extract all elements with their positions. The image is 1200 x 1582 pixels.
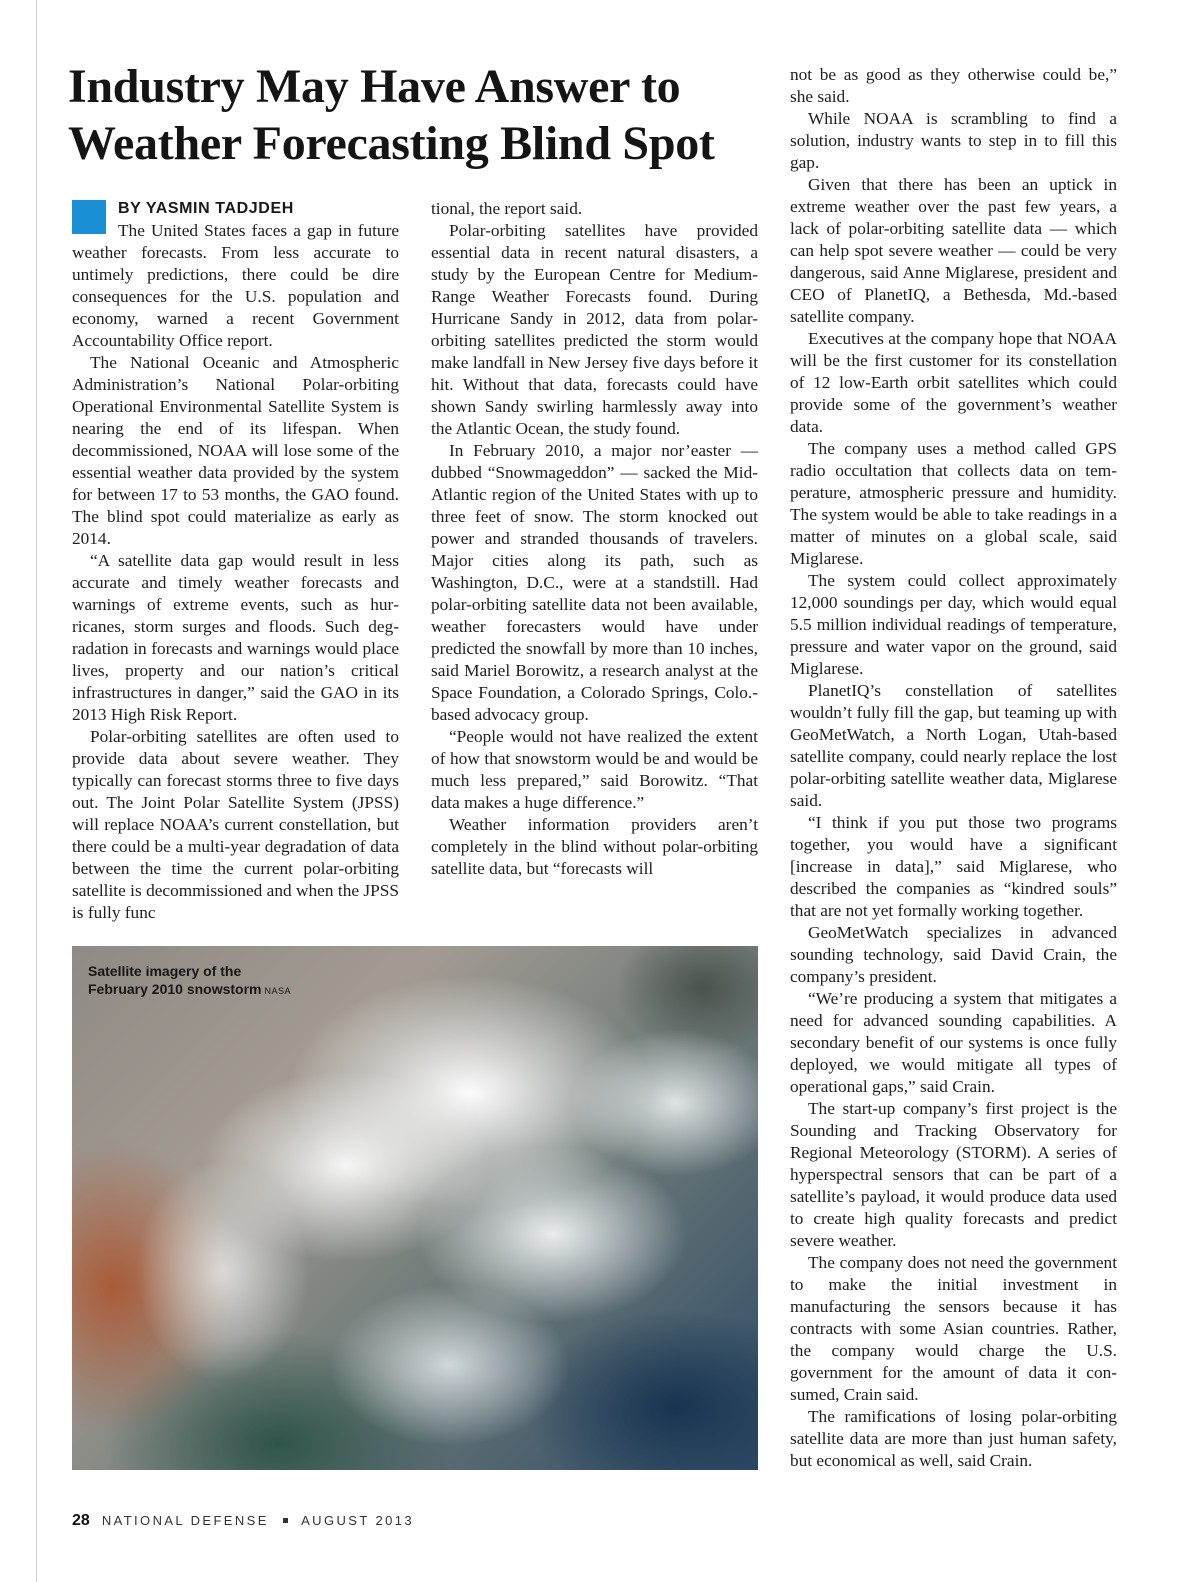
issue-date: AUGUST 2013 (301, 1513, 414, 1528)
paragraph: GeoMetWatch specializes in advanced sounding technology, said David Crain, the company’s president. (790, 923, 1117, 986)
paragraph: “We’re producing a system that mitigates a need for advanced sounding capabilities. A secondary benefit of our systems is once fully deployed, we would mitigate all types of operational gaps,” said Crain. (790, 989, 1117, 1096)
paragraph: “People would not have realized the extent of how that snowstorm would be and would be much less prepared,” said Borowitz. “That data makes a huge difference.” (431, 727, 758, 812)
paragraph: The ramifications of losing polar-orbiting satellite data are more than just human safety, but economical as well, said Crain. (790, 1407, 1117, 1470)
caption-line-2: February 2010 snowstorm (88, 981, 262, 997)
paragraph: The start-up company’s first project is the Sounding and Tracking Observatory for Regional Meteorology (STORM). A series of hyperspectral sensors that can be part of a satellite’s payload, it would produce data used to create high quality forecasts and predict severe weather. (790, 1099, 1117, 1250)
paragraph: “I think if you put those two programs together, you would have a significant [increase in data],” said Miglarese, who described the companies as “kindred souls” that are not yet formally working together. (790, 813, 1117, 920)
page-footer (72, 1512, 414, 1530)
paragraph: Weather information providers aren’t completely in the blind without polar-orbiting satellite data, but “forecasts will (431, 815, 758, 878)
publication-name: NATIONAL DEFENSE (101, 1513, 269, 1528)
paragraph: Polar-orbiting satellites are often used to provide data about severe weather. They typically can forecast storms three to five days out. The Joint Polar Satellite System (JPSS) will replace NOAA’s current constellation, but there could be a multi-year degradation of data between the time the current polar-orbiting satellite is decommissioned and when the JPSS is fully func (72, 727, 399, 922)
paragraph: The National Oceanic and Atmospheric Administration’s National Polar-orbiting Operational Environmental Satellite System is nearing the end of its lifespan. When decommissioned, NOAA will lose some of the essential weather data provided by the system for between 17 to 53 months, the GAO found. The blind spot could materialize as early as 2014. (72, 353, 399, 548)
paragraph: PlanetIQ’s constellation of satellites wouldn’t fully fill the gap, but teaming up with GeoMetWatch, a North Logan, Utah-based satellite company, could nearly replace the lost polar-orbiting satellite weather data, Miglarese said. (790, 681, 1117, 810)
section-marker-square (72, 200, 106, 234)
column-2 (431, 198, 758, 880)
paragraph: The company uses a method called GPS radio occultation that collects data on temperature, atmospheric pressure and humidity. The system would be able to take readings in a matter of minutes on a global scale, said Miglarese. (790, 439, 1117, 568)
column-3 (790, 64, 1117, 1472)
paragraph: The company does not need the government to make the initial investment in manufacturing the sensors because it has contracts with some Asian countries. Rather, the company would charge the U.S. government for the amount of data it consumed, Crain said. (790, 1253, 1117, 1404)
page-edge-rule (36, 0, 37, 1582)
paragraph: Executives at the company hope that NOAA will be the first customer for its constellation of 12 low-Earth orbit satellites which could provide some of the government’s weather data. (790, 329, 1117, 436)
column-1 (72, 198, 399, 924)
paragraph: Polar-orbiting satellites have provided essential data in recent natural disasters, a study by the European Centre for Medium-Range Weather Forecasts found. During Hurricane Sandy in 2012, data from polar-orbiting satellites predicted the storm would make landfall in New Jersey five days before it hit. Without that data, forecasts could have shown Sandy swirling harmlessly away into the Atlantic Ocean, the study found. (431, 221, 758, 438)
caption-line-1: Satellite imagery of the (88, 963, 242, 979)
footer-separator (283, 1518, 288, 1523)
photo-caption (88, 962, 291, 1000)
paragraph: Given that there has been an uptick in extreme weather over the past few years, a lack of polar-orbiting satellite data — which can help spot severe weather — could be very dangerous, said Anne Miglarese, president and CEO of PlanetIQ, a Bethesda, Md.-based satellite company. (790, 175, 1117, 326)
paragraph: In February 2010, a major nor’easter — dubbed “Snowmageddon” — sacked the Mid-Atlantic region of the United States with up to three feet of snow. The storm knocked out power and stranded thousands of travelers. Major cities along its path, such as Washington, D.C., were at a standstill. Had polar-orbiting satellite data not been available, weather forecasters would have under predicted the snowfall by more than 10 inches, said Mariel Borowitz, a research analyst at the Space Foundation, a Colorado Springs, Colo.-based advocacy group. (431, 441, 758, 724)
paragraph: The United States faces a gap in future weather forecasts. From less accurate to untimely predictions, there could be dire consequences for the U.S. population and economy, warned a recent Government Accountability Office report. (72, 221, 399, 350)
paragraph: tional, the report said. (431, 199, 583, 218)
page-number: 28 (72, 1512, 90, 1529)
paragraph: not be as good as they otherwise could be,” she said. (790, 65, 1117, 106)
photo-credit: NASA (264, 986, 292, 996)
byline-row (72, 198, 399, 220)
paragraph: “A satellite data gap would result in less accurate and timely weather forecasts and warnings of extreme events, such as hurricanes, storm surges and floods. Such degradation in forecasts and warnings would place lives, property and our nation’s critical infrastructures in danger,” said the GAO in its 2013 High Risk Report. (72, 551, 399, 724)
paragraph: The system could collect approximately 12,000 soundings per day, which would equal 5.5 million individual readings of temperature, pressure and water vapor on the ground, said Miglarese. (790, 571, 1117, 678)
byline: BY YASMIN TADJDEH (118, 200, 294, 217)
headline: Industry May Have Answer to Weather Forecasting Blind Spot (68, 60, 715, 170)
satellite-photo (72, 946, 758, 1470)
paragraph: While NOAA is scrambling to find a solution, industry wants to step in to fill this gap. (790, 109, 1117, 172)
